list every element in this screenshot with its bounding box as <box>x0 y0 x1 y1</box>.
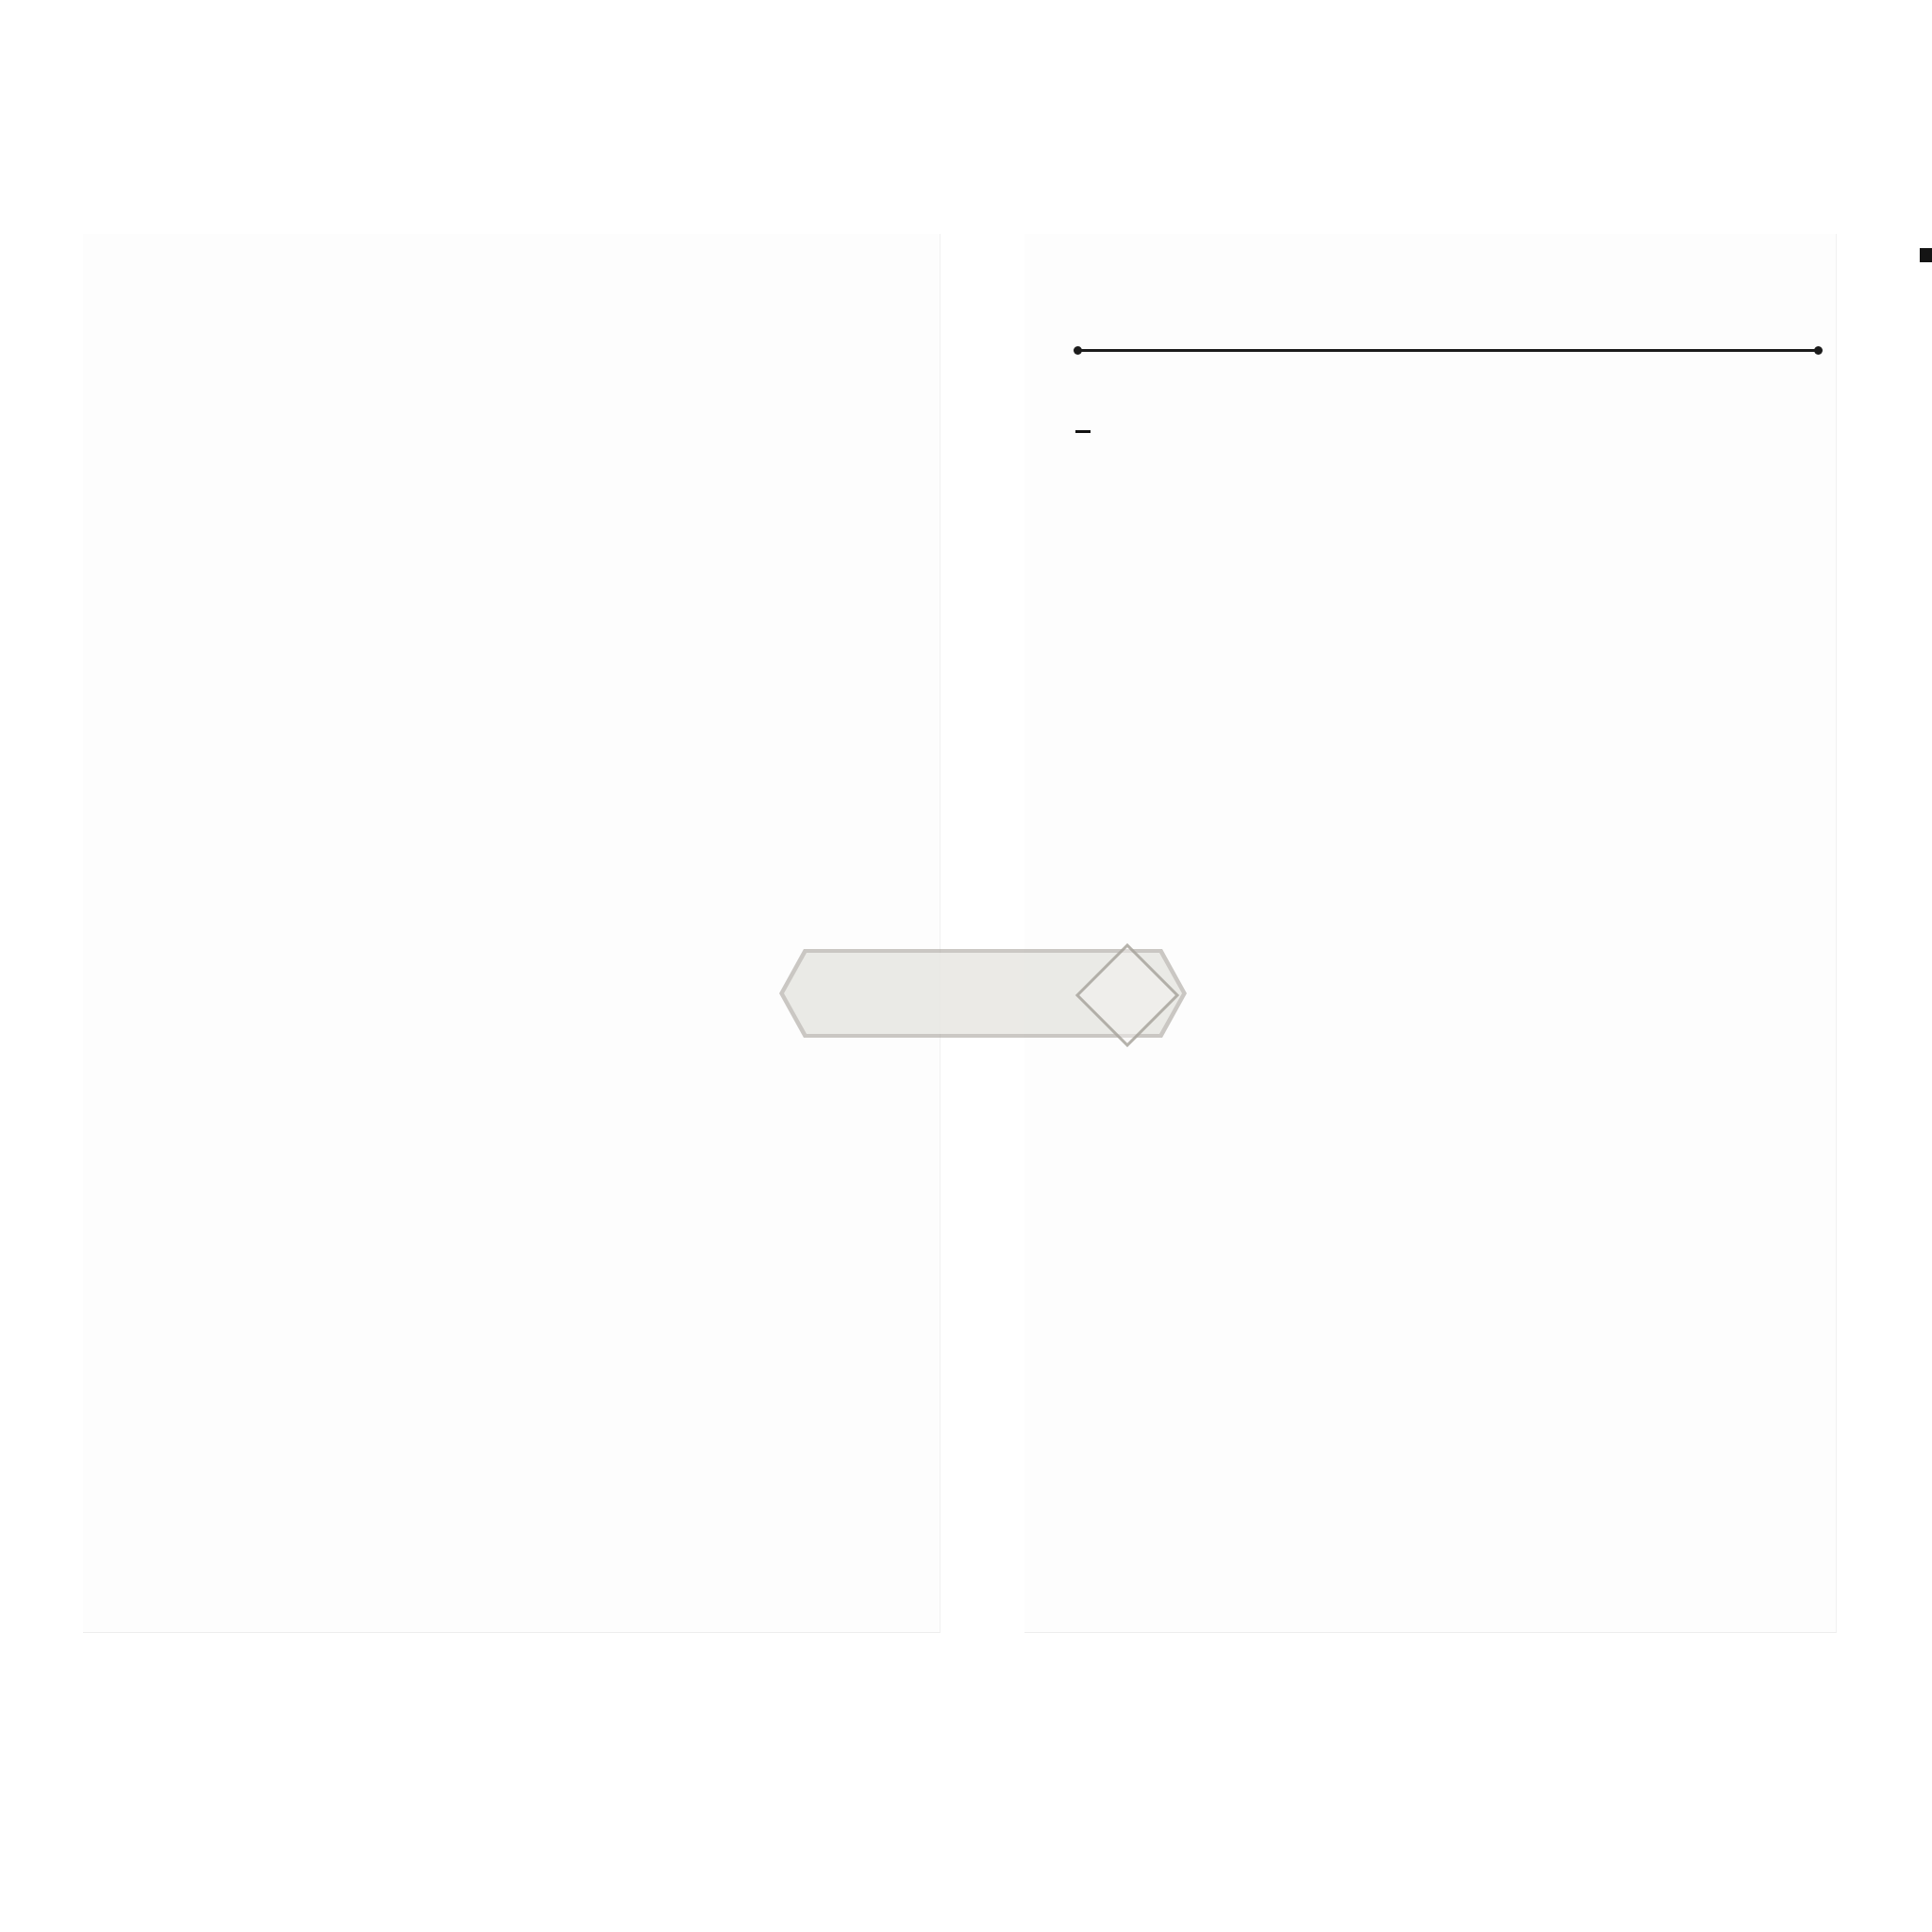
right-page-content <box>1075 334 1821 476</box>
rule-left-dot-icon <box>1074 346 1082 355</box>
section-heading-inner <box>1075 423 1091 433</box>
section-heading <box>1075 403 1821 433</box>
left-page <box>83 234 941 1633</box>
right-page <box>1024 234 1837 1633</box>
header-rule <box>1075 349 1821 352</box>
rule-right-dot-icon <box>1814 346 1823 355</box>
scan-artifact-mark <box>1920 248 1932 262</box>
